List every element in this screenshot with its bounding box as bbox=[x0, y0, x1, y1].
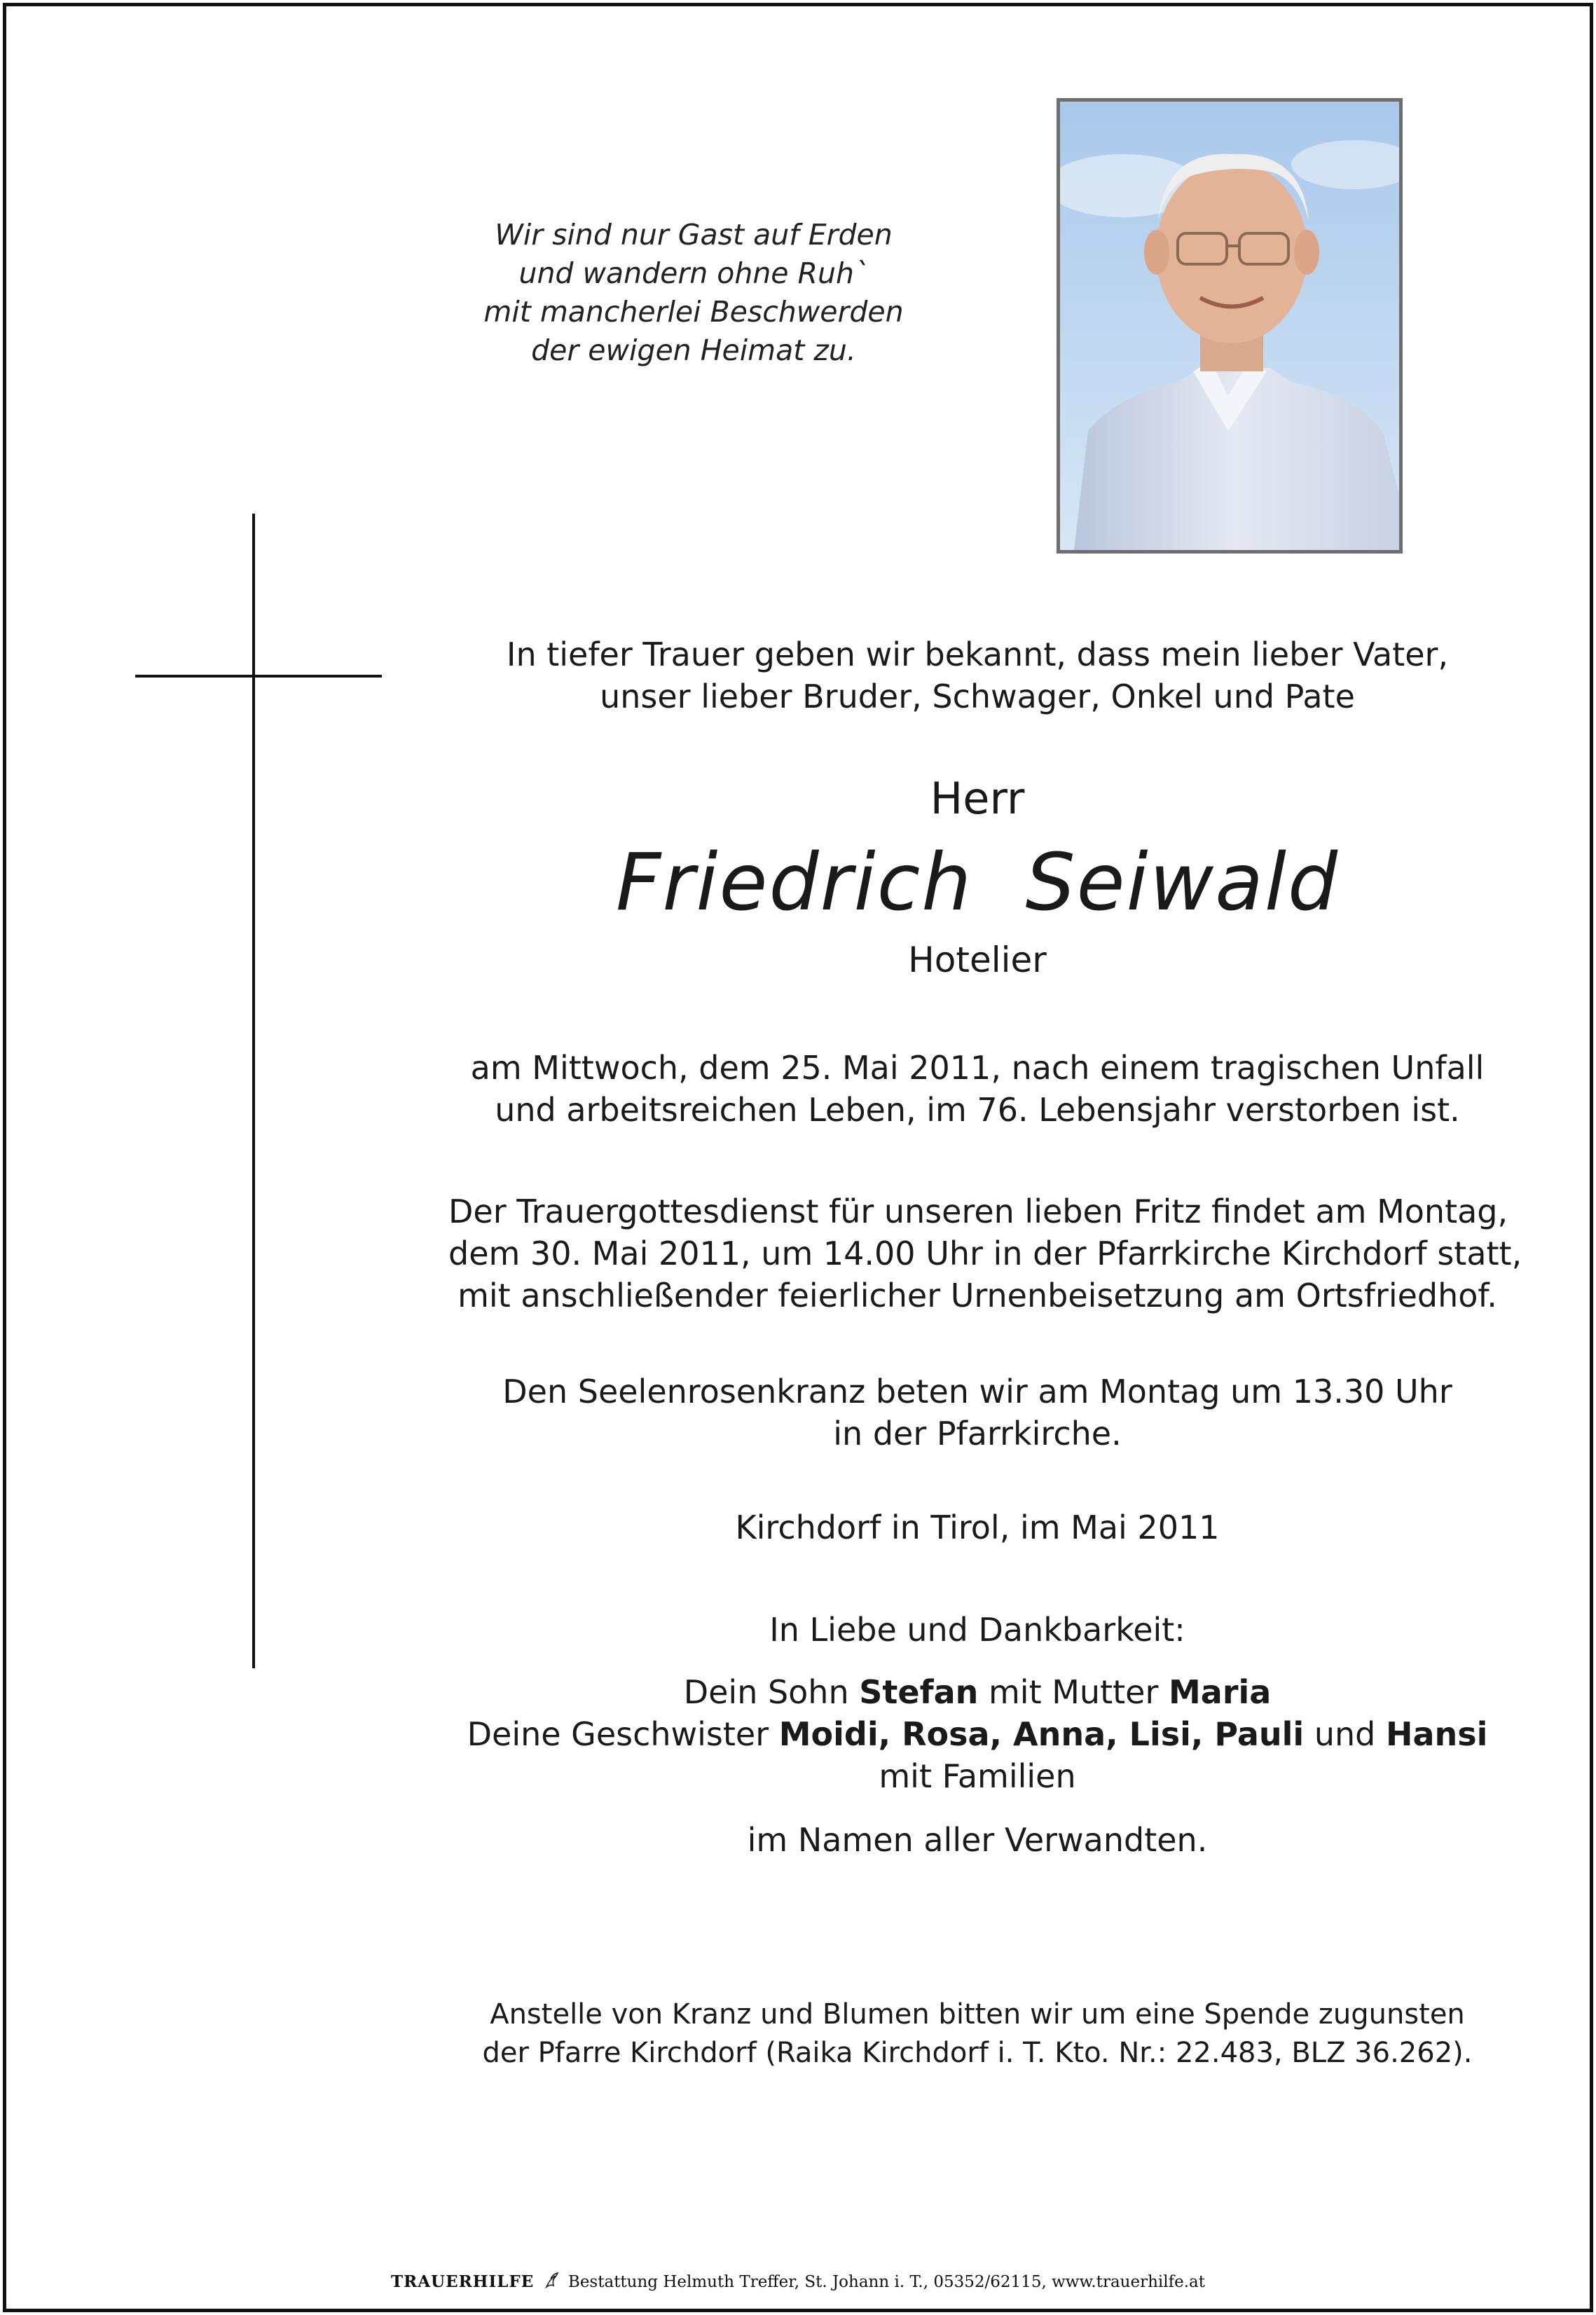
poem-line: mit mancherlei Beschwerden bbox=[483, 295, 904, 329]
intro-line: In tiefer Trauer geben wir bekannt, dass mein lieber Vater, bbox=[506, 636, 1449, 673]
service-line: dem 30. Mai 2011, um 14.00 Uhr in der Pfarrkirche Kirchdorf statt, bbox=[448, 1235, 1522, 1272]
poem-line: Wir sind nur Gast auf Erden bbox=[495, 218, 893, 252]
service-line: mit anschließender feierlicher Urnenbeisetzung am Ortsfriedhof. bbox=[458, 1277, 1497, 1314]
relatives-line: im Namen aller Verwandten. bbox=[747, 1821, 1208, 1859]
poem bbox=[476, 216, 911, 370]
family-list bbox=[448, 1671, 1506, 1797]
poem-line: und wandern ohne Ruh` bbox=[518, 256, 869, 290]
rosary-line: Den Seelenrosenkranz beten wir am Montag um 13.30 Uhr bbox=[502, 1373, 1452, 1410]
death-line: und arbeitsreichen Leben, im 76. Lebensjahr verstorben ist. bbox=[495, 1091, 1460, 1129]
family-line-son bbox=[448, 1671, 1506, 1713]
cross-icon-vertical bbox=[252, 514, 255, 1668]
footer-text: Bestattung Helmuth Treffer, St. Johann i. T., 05352/62115, www.trauerhilfe.at bbox=[567, 2273, 1205, 2291]
footer bbox=[0, 2272, 1596, 2291]
family-line-siblings bbox=[448, 1713, 1506, 1755]
portrait-photo bbox=[1057, 98, 1403, 554]
place-date: Kirchdorf in Tirol, im Mai 2011 bbox=[735, 1509, 1220, 1546]
cross-icon-horizontal bbox=[135, 675, 382, 678]
love-line: In Liebe und Dankbarkeit: bbox=[769, 1611, 1185, 1649]
service-line: Der Trauergottesdienst für unseren lieben Fritz findet am Montag, bbox=[448, 1193, 1508, 1230]
intro bbox=[448, 633, 1506, 717]
name-bold: Stefan bbox=[859, 1673, 979, 1711]
rosary-notice bbox=[448, 1371, 1506, 1455]
donation-note bbox=[448, 1995, 1506, 2073]
text-part: Deine Geschwister bbox=[467, 1715, 779, 1753]
donation-line: Anstelle von Kranz und Blumen bitten wir um eine Spende zugunsten bbox=[490, 1998, 1465, 2031]
portrait-illustration bbox=[1060, 102, 1399, 550]
deceased-name: Friedrich Seiwald bbox=[615, 837, 1340, 928]
name-bold: Moidi, Rosa, Anna, Lisi, Pauli bbox=[778, 1715, 1305, 1753]
family-line-families: mit Familien bbox=[879, 1757, 1076, 1795]
occupation: Hotelier bbox=[908, 940, 1047, 980]
death-line: am Mittwoch, dem 25. Mai 2011, nach einem tragischen Unfall bbox=[470, 1049, 1485, 1087]
rosary-line: in der Pfarrkirche. bbox=[833, 1415, 1122, 1452]
name-bold: Maria bbox=[1169, 1673, 1272, 1711]
text-part: mit Mutter bbox=[978, 1673, 1169, 1711]
death-notice bbox=[448, 1047, 1506, 1131]
poem-line: der ewigen Heimat zu. bbox=[531, 334, 856, 367]
intro-line: unser lieber Bruder, Schwager, Onkel und Pate bbox=[600, 678, 1355, 715]
donation-line: der Pfarre Kirchdorf (Raika Kirchdorf i. T. Kto. Nr.: 22.483, BLZ 36.262). bbox=[482, 2037, 1473, 2069]
name-bold: Hansi bbox=[1385, 1715, 1488, 1753]
dove-icon bbox=[544, 2272, 559, 2290]
service-notice bbox=[448, 1190, 1522, 1317]
text-part: Dein Sohn bbox=[683, 1673, 860, 1711]
footer-brand: TRAUERHILFE bbox=[390, 2272, 535, 2291]
salutation: Herr bbox=[930, 773, 1025, 824]
text-part: und bbox=[1304, 1715, 1386, 1753]
